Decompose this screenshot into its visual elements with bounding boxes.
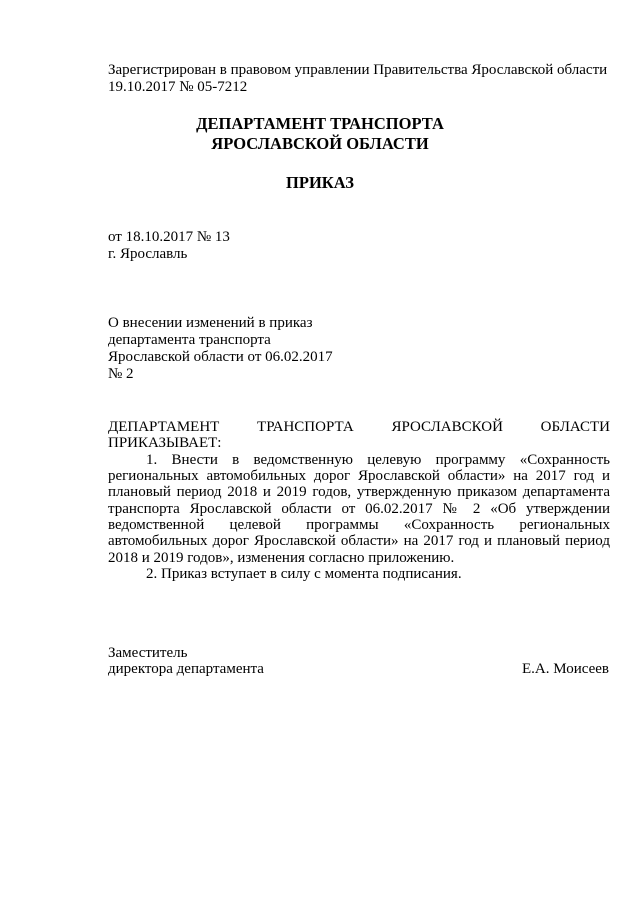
- item-1-line-6: автомобильных дорог Ярославской области» на 2017 год и плановый период: [108, 533, 610, 549]
- registration-line-2: 19.10.2017 № 05-7212: [108, 79, 248, 95]
- department-title-line-2: ЯРОСЛАВСКОЙ ОБЛАСТИ: [211, 134, 429, 153]
- item-1-line-3: плановый период 2018 и 2019 годов, утвержденную приказом департамента: [108, 484, 610, 500]
- orders-line-2: ПРИКАЗЫВАЕТ:: [108, 435, 222, 451]
- order-date-number: от 18.10.2017 № 13: [108, 229, 230, 245]
- orders-line-1: ДЕПАРТАМЕНТ ТРАНСПОРТА ЯРОСЛАВСКОЙ ОБЛАСТИ: [108, 419, 610, 435]
- item-1-line-7: 2018 и 2019 годов», изменения согласно приложению.: [108, 550, 455, 566]
- item-1-line-2: региональных автомобильных дорог Ярославской области» на 2017 год и: [108, 468, 610, 484]
- document-type-title: ПРИКАЗ: [286, 173, 354, 192]
- order-city: г. Ярославль: [108, 246, 188, 262]
- item-1-line-1: 1. Внести в ведомственную целевую программу «Сохранность: [146, 452, 610, 468]
- signature-name: Е.А. Моисеев: [522, 661, 609, 677]
- subject-line-1: О внесении изменений в приказ: [108, 315, 313, 331]
- item-2: 2. Приказ вступает в силу с момента подписания.: [146, 566, 462, 582]
- item-1-line-5: ведомственной целевой программы «Сохранность региональных: [108, 517, 610, 533]
- subject-line-3: Ярославской области от 06.02.2017: [108, 349, 333, 365]
- signature-title-line-2: директора департамента: [108, 661, 264, 677]
- registration-line-1: Зарегистрирован в правовом управлении Правительства Ярославской области: [108, 62, 608, 78]
- signature-title-line-1: Заместитель: [108, 645, 188, 661]
- subject-line-4: № 2: [108, 366, 134, 382]
- subject-line-2: департамента транспорта: [108, 332, 271, 348]
- department-title-line-1: ДЕПАРТАМЕНТ ТРАНСПОРТА: [196, 114, 444, 133]
- item-1-line-4: транспорта Ярославской области от 06.02.2017 № 2 «Об утверждении: [108, 501, 610, 517]
